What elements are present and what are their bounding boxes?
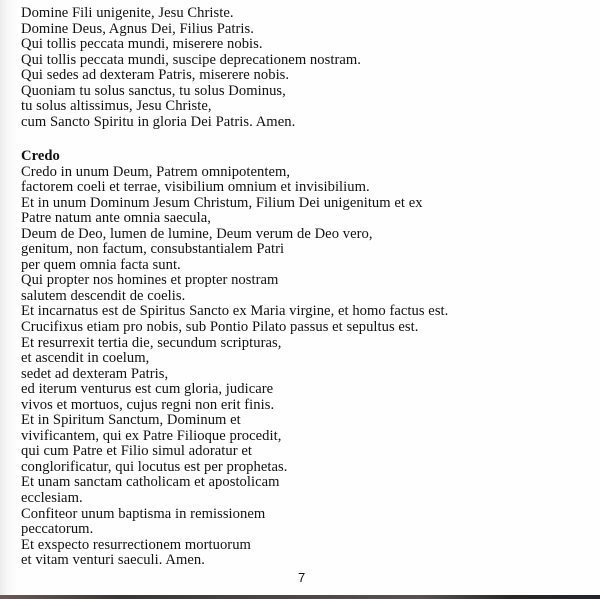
text-line: per quem omnia facta sunt. <box>21 256 181 273</box>
text-line: Crucifixus etiam pro nobis, sub Pontio Pilato passus et sepultus est. <box>21 319 419 336</box>
credo-text-block <box>21 149 448 569</box>
text-line: Et exspecto resurrectionem mortuorum <box>21 536 251 553</box>
text-line: peccatorum. <box>21 521 94 538</box>
text-line: genitum, non factum, consubstantialem Patri <box>21 241 285 258</box>
text-line: Qui tollis peccata mundi, suscipe deprecationem nostram. <box>21 51 361 68</box>
gloria-text-block <box>21 6 361 130</box>
text-line: Et resurrexit tertia die, secundum scripturas, <box>21 334 282 351</box>
page-bottom-edge <box>0 595 600 599</box>
text-line: Qui propter nos homines et propter nostram <box>21 272 279 289</box>
text-line: ecclesiam. <box>21 490 83 507</box>
text-line: qui cum Patre et Filio simul adoratur et <box>21 443 252 460</box>
text-line: cum Sancto Spiritu in gloria Dei Patris. Amen. <box>21 113 296 130</box>
text-line: et vitam venturi saeculi. Amen. <box>21 552 205 569</box>
page-number: 7 <box>298 570 306 585</box>
text-line: vivificantem, qui ex Patre Filioque procedit, <box>21 427 282 444</box>
text-line: Et unam sanctam catholicam et apostolicam <box>21 474 280 491</box>
text-line: Et in unum Dominum Jesum Christum, Filium Dei unigenitum et ex <box>21 194 423 211</box>
text-line: Domine Fili unigenite, Jesu Christe. <box>21 5 234 21</box>
text-line: sedet ad dexteram Patris, <box>21 365 169 382</box>
text-line: Quoniam tu solus sanctus, tu solus Dominus, <box>21 82 286 99</box>
text-line: Credo in unum Deum, Patrem omnipotentem, <box>21 163 291 180</box>
text-line: ed iterum venturus est cum gloria, judicare <box>21 381 274 398</box>
text-line: Et incarnatus est de Spiritus Sancto ex Maria virgine, et homo factus est. <box>21 303 449 320</box>
text-line: tu solus altissimus, Jesu Christe, <box>21 98 212 115</box>
text-line: Patre natum ante omnia saecula, <box>21 210 211 227</box>
text-line: Et in Spiritum Sanctum, Dominum et <box>21 412 241 429</box>
text-line: Qui tollis peccata mundi, miserere nobis. <box>21 36 263 53</box>
text-line: salutem descendit de coelis. <box>21 287 186 304</box>
text-line: Qui sedes ad dexteram Patris, miserere nobis. <box>21 67 290 84</box>
text-line: factorem coeli et terrae, visibilium omnium et invisibilium. <box>21 179 370 196</box>
text-line: et ascendit in coelum, <box>21 350 150 367</box>
text-line: vivos et mortuos, cujus regni non erit finis. <box>21 396 275 413</box>
text-line: Domine Deus, Agnus Dei, Filius Patris. <box>21 20 254 37</box>
section-heading: Credo <box>21 148 60 164</box>
text-line: conglorificatur, qui locutus est per prophetas. <box>21 458 288 475</box>
text-line: Deum de Deo, lumen de lumine, Deum verum de Deo vero, <box>21 225 373 242</box>
text-line: Confiteor unum baptisma in remissionem <box>21 505 266 522</box>
